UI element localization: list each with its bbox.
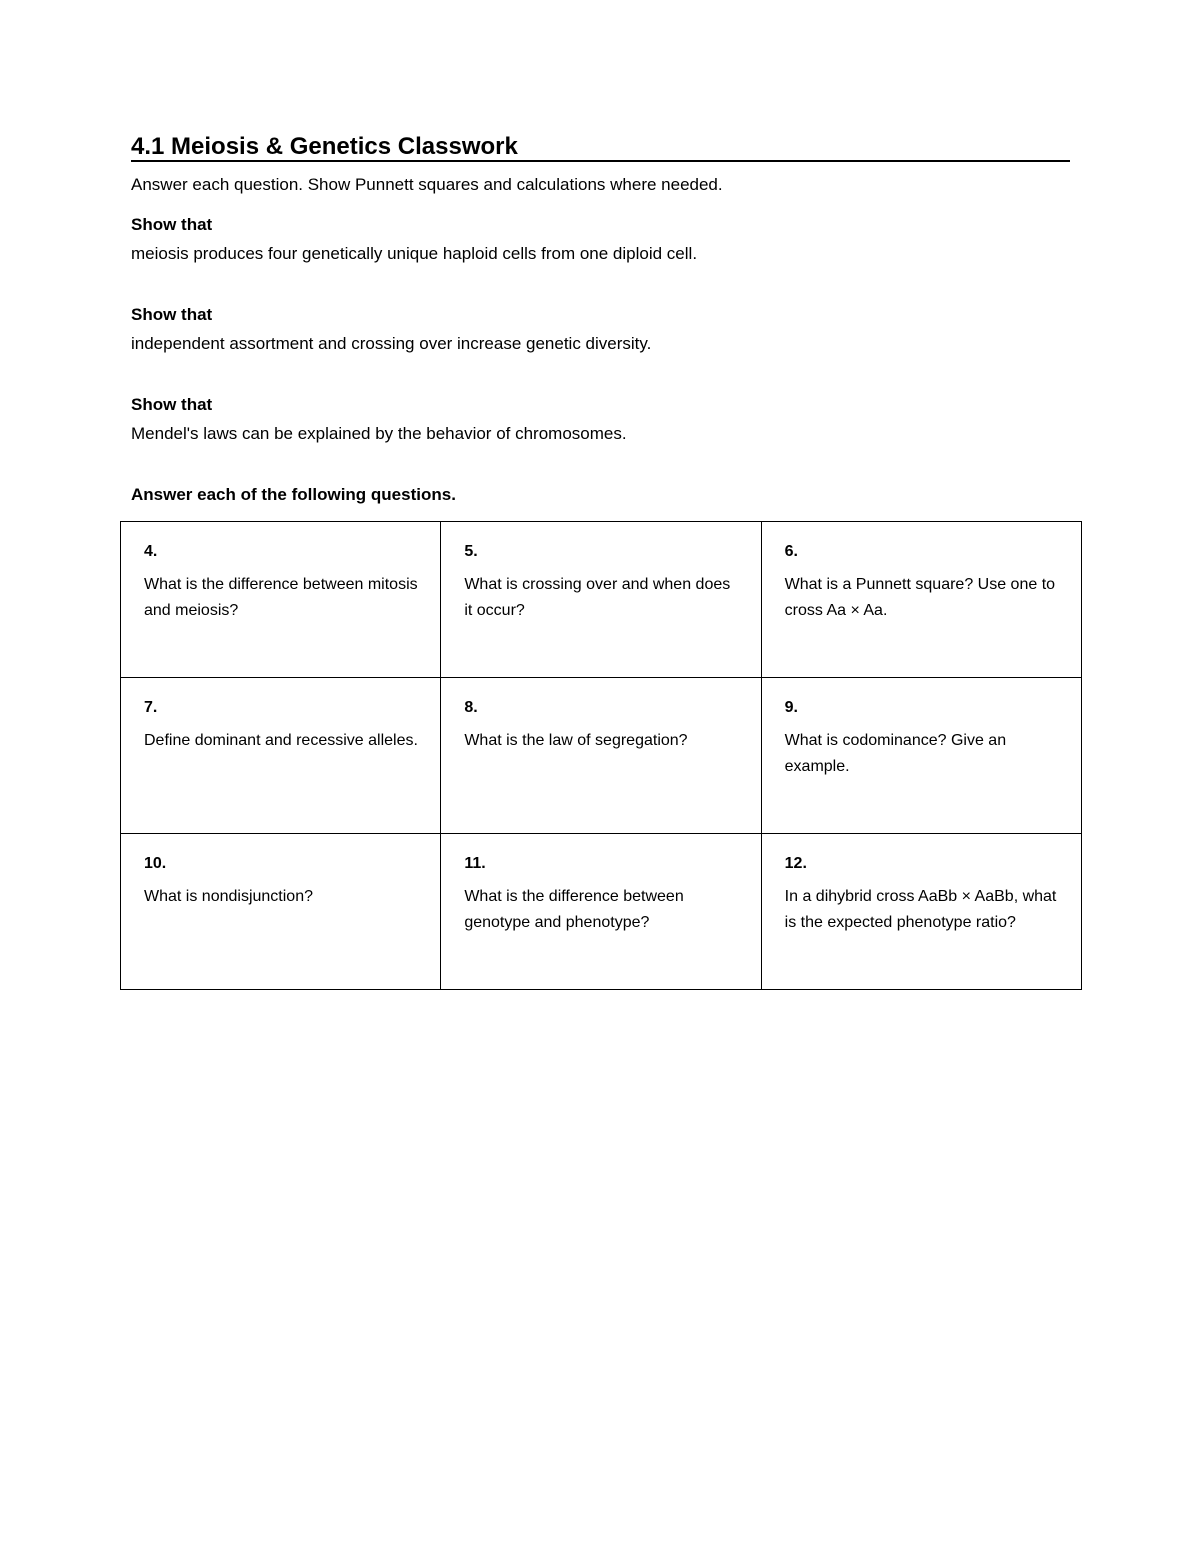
question-number: 9.: [784, 699, 798, 716]
question-text: What is crossing over and when does it occur?: [464, 576, 731, 619]
question-text: What is the difference between mitosis and meiosis?: [144, 576, 418, 619]
question-number: 8.: [464, 699, 478, 716]
question-number: 11.: [464, 855, 486, 872]
question-number: 4.: [144, 543, 158, 560]
show-that-heading: Show that: [131, 215, 213, 234]
table-row: [121, 834, 1082, 990]
question-text: What is a Punnett square? Use one to cross Aa × Aa.: [784, 576, 1056, 619]
table-row: [121, 522, 1082, 678]
show-that-text: Mendel's laws can be explained by the behavior of chromosomes.: [131, 424, 627, 443]
question-text: What is the law of segregation?: [464, 732, 688, 749]
show-that-text: meiosis produces four genetically unique haploid cells from one diploid cell.: [131, 244, 698, 263]
question-cell-12: [761, 834, 1081, 990]
show-that-block-3: [131, 394, 627, 445]
table-row: [121, 678, 1082, 834]
questions-table: [120, 521, 1082, 990]
question-text: What is nondisjunction?: [144, 888, 313, 905]
question-cell-10: [121, 834, 441, 990]
question-number: 7.: [144, 699, 158, 716]
questions-heading: Answer each of the following questions.: [131, 485, 456, 504]
question-text: In a dihybrid cross AaBb × AaBb, what is the expected phenotype ratio?: [784, 888, 1057, 931]
show-that-block-1: [131, 214, 697, 265]
question-text: Define dominant and recessive alleles.: [144, 732, 418, 749]
question-number: 6.: [784, 543, 798, 560]
question-number: 12.: [784, 855, 807, 872]
question-cell-4: [121, 522, 441, 678]
question-cell-6: [761, 522, 1081, 678]
question-number: 5.: [464, 543, 478, 560]
question-cell-7: [121, 678, 441, 834]
question-text: What is codominance? Give an example.: [784, 732, 1007, 775]
show-that-text: independent assortment and crossing over increase genetic diversity.: [131, 334, 652, 353]
question-cell-8: [441, 678, 761, 834]
show-that-block-2: [131, 304, 651, 355]
question-cell-5: [441, 522, 761, 678]
question-cell-9: [761, 678, 1081, 834]
instructions-text: Answer each question. Show Punnett squares and calculations where needed.: [131, 175, 723, 194]
page-title: 4.1 Meiosis & Genetics Classwork: [131, 133, 1070, 162]
show-that-heading: Show that: [131, 305, 213, 324]
question-number: 10.: [144, 855, 167, 872]
show-that-heading: Show that: [131, 395, 213, 414]
question-text: What is the difference between genotype and phenotype?: [464, 888, 684, 931]
question-cell-11: [441, 834, 761, 990]
